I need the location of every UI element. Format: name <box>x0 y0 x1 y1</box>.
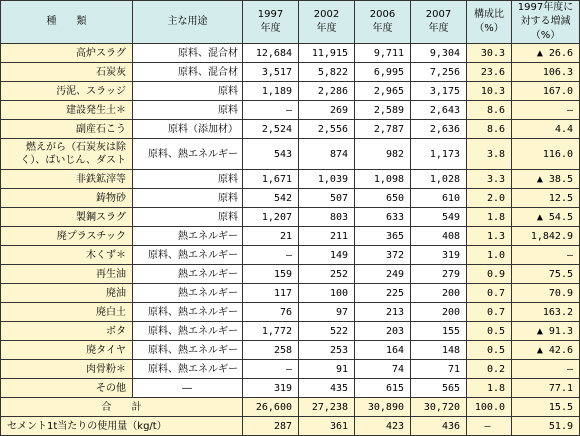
row-change: ▲ 38.5 <box>512 170 580 189</box>
row-2002: 2,556 <box>299 120 355 139</box>
row-name: 木くず＊ <box>1 246 133 265</box>
row-ratio: 1.8 <box>467 379 512 398</box>
row-2002: 97 <box>299 303 355 322</box>
row-2006: 2,589 <box>355 101 411 120</box>
row-name: 廃プラスチック <box>1 227 133 246</box>
row-name: 燃えがら（石炭灰は除く）、ばいじん、ダスト <box>1 139 133 170</box>
header-use: 主な用途 <box>133 1 243 44</box>
cement-change: 51.9 <box>512 417 580 436</box>
row-2002: 149 <box>299 246 355 265</box>
row-name: 非鉄鉱滓等 <box>1 170 133 189</box>
cement-2006: 423 <box>355 417 411 436</box>
row-2002: 874 <box>299 139 355 170</box>
row-2006: 164 <box>355 341 411 360</box>
total-1997: 26,600 <box>243 398 299 417</box>
row-change: ▲ 26.6 <box>512 44 580 63</box>
row-change: 12.5 <box>512 189 580 208</box>
row-change: 167.0 <box>512 82 580 101</box>
table-row <box>1 227 580 246</box>
row-use: 熱エネルギー <box>133 227 243 246</box>
table-row <box>1 139 580 170</box>
table-row <box>1 208 580 227</box>
header-type: 種 類 <box>1 1 133 44</box>
row-1997: 2,524 <box>243 120 299 139</box>
row-2007: 549 <box>411 208 467 227</box>
row-2002: 91 <box>299 360 355 379</box>
row-name: 廃白土 <box>1 303 133 322</box>
row-2002: 269 <box>299 101 355 120</box>
row-name: 製鋼スラグ <box>1 208 133 227</box>
row-2002: 1,039 <box>299 170 355 189</box>
row-2002: 803 <box>299 208 355 227</box>
row-ratio: 23.6 <box>467 63 512 82</box>
row-name: 副産石こう <box>1 120 133 139</box>
row-2006: 6,995 <box>355 63 411 82</box>
row-1997: 1,189 <box>243 82 299 101</box>
row-1997: 76 <box>243 303 299 322</box>
row-1997: ― <box>243 246 299 265</box>
header-ratio: 構成比 （%） <box>467 1 512 44</box>
row-2006: 213 <box>355 303 411 322</box>
row-name: 廃タイヤ <box>1 341 133 360</box>
row-1997: 258 <box>243 341 299 360</box>
table-row <box>1 341 580 360</box>
row-use: 原料、熱エネルギー <box>133 246 243 265</box>
row-2007: 565 <box>411 379 467 398</box>
row-2007: 3,175 <box>411 82 467 101</box>
row-name: 石炭灰 <box>1 63 133 82</box>
table-row <box>1 189 580 208</box>
row-use: 原料（添加材） <box>133 120 243 139</box>
header-2006: 2006 年度 <box>355 1 411 44</box>
row-change: 116.0 <box>512 139 580 170</box>
row-ratio: 2.0 <box>467 189 512 208</box>
table-row <box>1 101 580 120</box>
row-name: 高炉スラグ <box>1 44 133 63</box>
row-change: 163.2 <box>512 303 580 322</box>
row-use: 原料、熱エネルギー <box>133 360 243 379</box>
row-change: 75.5 <box>512 265 580 284</box>
row-ratio: 1.0 <box>467 246 512 265</box>
table-row <box>1 246 580 265</box>
row-2006: 2,965 <box>355 82 411 101</box>
cement-2002: 361 <box>299 417 355 436</box>
row-ratio: 10.3 <box>467 82 512 101</box>
row-ratio: 1.3 <box>467 227 512 246</box>
row-2002: 435 <box>299 379 355 398</box>
row-2006: 225 <box>355 284 411 303</box>
row-1997: 543 <box>243 139 299 170</box>
header-2002: 2002 年度 <box>299 1 355 44</box>
row-ratio: 8.6 <box>467 101 512 120</box>
row-use: 原料 <box>133 170 243 189</box>
row-ratio: 0.5 <box>467 341 512 360</box>
table-row <box>1 322 580 341</box>
row-1997: ― <box>243 360 299 379</box>
table-row <box>1 360 580 379</box>
row-change: ― <box>512 360 580 379</box>
row-use: 原料 <box>133 101 243 120</box>
row-2006: 372 <box>355 246 411 265</box>
row-name: 再生油 <box>1 265 133 284</box>
row-2007: 408 <box>411 227 467 246</box>
row-use: 熱エネルギー <box>133 265 243 284</box>
row-1997: 159 <box>243 265 299 284</box>
row-use: ― <box>133 379 243 398</box>
row-2007: 9,304 <box>411 44 467 63</box>
cement-ratio: ― <box>467 417 512 436</box>
header-1997: 1997 年度 <box>243 1 299 44</box>
row-2006: 203 <box>355 322 411 341</box>
table-row <box>1 82 580 101</box>
row-change: 106.3 <box>512 63 580 82</box>
table-row <box>1 120 580 139</box>
total-ratio: 100.0 <box>467 398 512 417</box>
cement-1997: 287 <box>243 417 299 436</box>
total-row <box>1 398 580 417</box>
row-ratio: 1.8 <box>467 208 512 227</box>
row-2007: 610 <box>411 189 467 208</box>
row-2007: 279 <box>411 265 467 284</box>
row-use: 原料、熱エネルギー <box>133 303 243 322</box>
row-use: 原料、熱エネルギー <box>133 322 243 341</box>
row-2002: 5,822 <box>299 63 355 82</box>
row-1997: 21 <box>243 227 299 246</box>
table-row <box>1 63 580 82</box>
total-change: 15.5 <box>512 398 580 417</box>
row-change: 1,842.9 <box>512 227 580 246</box>
row-2002: 253 <box>299 341 355 360</box>
row-name: ボタ <box>1 322 133 341</box>
row-change: 4.4 <box>512 120 580 139</box>
row-change: ― <box>512 246 580 265</box>
row-change: 77.1 <box>512 379 580 398</box>
row-name: 肉骨粉＊ <box>1 360 133 379</box>
cement-2007: 436 <box>411 417 467 436</box>
row-use: 熱エネルギー <box>133 284 243 303</box>
row-2006: 982 <box>355 139 411 170</box>
row-2007: 155 <box>411 322 467 341</box>
row-name: 廃油 <box>1 284 133 303</box>
row-ratio: 0.9 <box>467 265 512 284</box>
row-1997: 1,207 <box>243 208 299 227</box>
total-label: 合 計 <box>1 398 243 417</box>
row-2002: 11,915 <box>299 44 355 63</box>
row-2007: 7,256 <box>411 63 467 82</box>
row-1997: 542 <box>243 189 299 208</box>
row-use: 原料 <box>133 208 243 227</box>
row-2007: 1,173 <box>411 139 467 170</box>
row-ratio: 0.5 <box>467 322 512 341</box>
row-2007: 148 <box>411 341 467 360</box>
row-use: 原料、熱エネルギー <box>133 139 243 170</box>
table-row <box>1 303 580 322</box>
row-1997: 3,517 <box>243 63 299 82</box>
row-2006: 365 <box>355 227 411 246</box>
row-ratio: 0.2 <box>467 360 512 379</box>
row-2006: 633 <box>355 208 411 227</box>
row-2002: 211 <box>299 227 355 246</box>
row-2002: 2,286 <box>299 82 355 101</box>
row-name: その他 <box>1 379 133 398</box>
row-2007: 319 <box>411 246 467 265</box>
row-use: 原料 <box>133 189 243 208</box>
row-2007: 2,643 <box>411 101 467 120</box>
row-1997: ― <box>243 101 299 120</box>
table-row <box>1 170 580 189</box>
row-ratio: 3.8 <box>467 139 512 170</box>
row-1997: 1,772 <box>243 322 299 341</box>
total-2007: 30,720 <box>411 398 467 417</box>
row-2007: 2,636 <box>411 120 467 139</box>
row-use: 原料、混合材 <box>133 44 243 63</box>
row-use: 原料 <box>133 82 243 101</box>
row-2006: 249 <box>355 265 411 284</box>
row-2006: 615 <box>355 379 411 398</box>
row-name: 建設発生土＊ <box>1 101 133 120</box>
row-2006: 2,787 <box>355 120 411 139</box>
row-2002: 507 <box>299 189 355 208</box>
total-2002: 27,238 <box>299 398 355 417</box>
table-row <box>1 379 580 398</box>
row-2006: 1,098 <box>355 170 411 189</box>
row-change: ▲ 54.5 <box>512 208 580 227</box>
row-1997: 319 <box>243 379 299 398</box>
row-2007: 71 <box>411 360 467 379</box>
row-change: ▲ 42.6 <box>512 341 580 360</box>
row-ratio: 0.7 <box>467 284 512 303</box>
row-use: 原料、熱エネルギー <box>133 341 243 360</box>
header-change: 1997年度に 対する増減（%） <box>512 1 580 44</box>
header-row <box>1 1 580 44</box>
row-ratio: 0.7 <box>467 303 512 322</box>
row-change: 70.9 <box>512 284 580 303</box>
row-2007: 200 <box>411 303 467 322</box>
row-use: 原料、混合材 <box>133 63 243 82</box>
row-2007: 200 <box>411 284 467 303</box>
row-2006: 9,711 <box>355 44 411 63</box>
row-2002: 522 <box>299 322 355 341</box>
row-2006: 74 <box>355 360 411 379</box>
table-row <box>1 44 580 63</box>
table-row <box>1 265 580 284</box>
row-1997: 117 <box>243 284 299 303</box>
row-2002: 100 <box>299 284 355 303</box>
row-2002: 252 <box>299 265 355 284</box>
row-change: ▲ 91.3 <box>512 322 580 341</box>
row-ratio: 30.3 <box>467 44 512 63</box>
row-change: ― <box>512 101 580 120</box>
table-row <box>1 284 580 303</box>
cement-label: セメント1t当たりの使用量（kg/t） <box>1 417 243 436</box>
total-2006: 30,890 <box>355 398 411 417</box>
row-ratio: 8.6 <box>467 120 512 139</box>
row-2006: 650 <box>355 189 411 208</box>
cement-usage-row <box>1 417 580 436</box>
row-2007: 1,028 <box>411 170 467 189</box>
row-1997: 12,684 <box>243 44 299 63</box>
header-2007: 2007 年度 <box>411 1 467 44</box>
row-1997: 1,671 <box>243 170 299 189</box>
row-name: 汚泥、スラッジ <box>1 82 133 101</box>
row-name: 鋳物砂 <box>1 189 133 208</box>
row-ratio: 3.3 <box>467 170 512 189</box>
